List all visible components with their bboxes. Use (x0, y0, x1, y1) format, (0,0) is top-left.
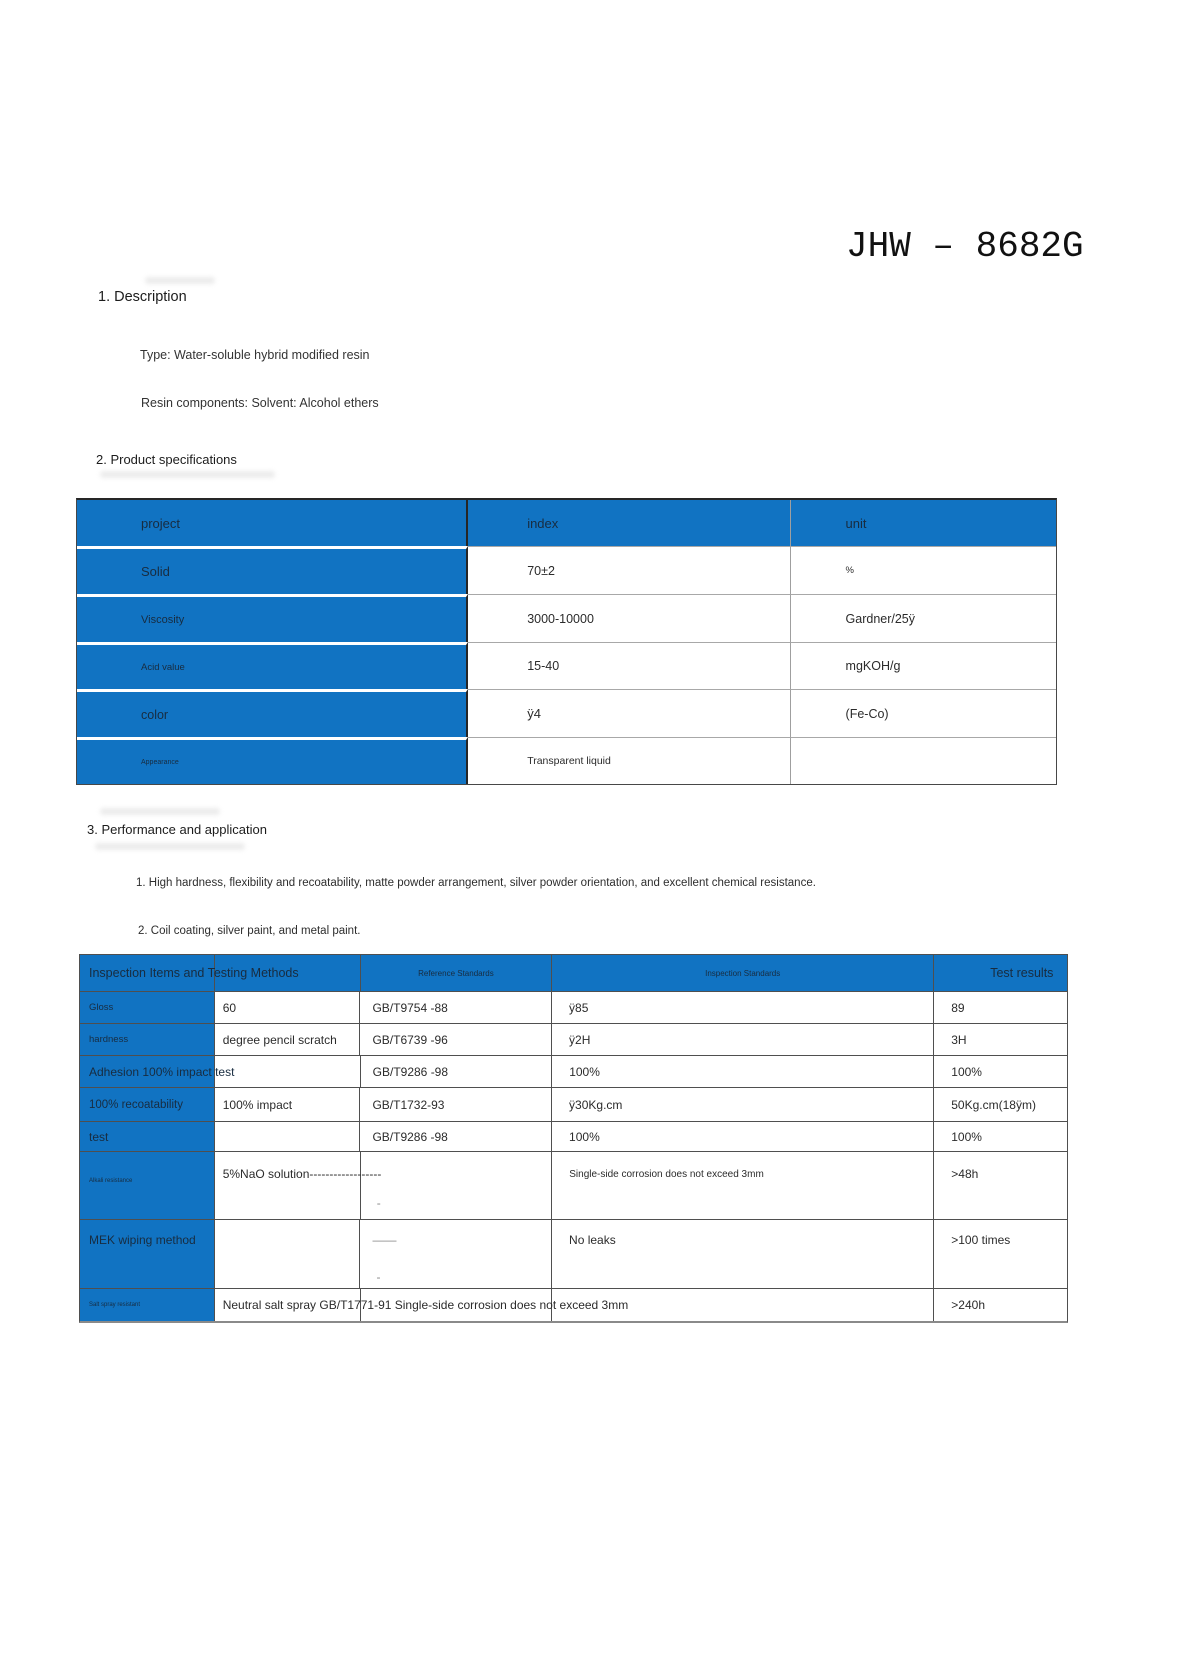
spec-row-solid (77, 546, 1056, 594)
spec-header-index: index (468, 500, 790, 546)
item-cell: Adhesion 100% impact test (80, 1056, 215, 1087)
standard-cell: ÿ30Kg.cm (552, 1088, 934, 1121)
spec-header-unit: unit (791, 500, 1056, 546)
spec-item-cell: Appearance (77, 737, 468, 784)
ghost-smudge (100, 471, 275, 478)
spec-index-cell: Transparent liquid (468, 737, 790, 784)
ghost-smudge (95, 843, 245, 850)
reference-cell: GB/T6739 -96 (360, 1024, 552, 1055)
item-cell: test (80, 1122, 215, 1151)
reference-cell: GB/T1732-93 (360, 1088, 552, 1121)
section-2-heading: 2. Product specifications (96, 452, 237, 467)
spec-item-cell: Solid (77, 546, 468, 594)
spec-index-cell: 3000-10000 (468, 594, 790, 642)
item-cell: MEK wiping method (80, 1220, 215, 1288)
test-row-mek-wiping (80, 1219, 1067, 1288)
ghost-smudge (100, 808, 220, 815)
result-cell: >240h (951, 1298, 985, 1312)
result-cell: 50Kg.cm(18ÿm) (951, 1097, 1036, 1112)
reference-cell: —— - (360, 1220, 552, 1288)
test-row-hardness (80, 1023, 1067, 1055)
standard-cell: No leaks (552, 1220, 934, 1288)
item-cell: Alkali resistance (80, 1152, 215, 1219)
spec-unit-cell: (Fe-Co) (791, 689, 1056, 737)
resin-components-line: Resin components: Solvent: Alcohol ethers (141, 396, 379, 410)
spec-unit-cell: Gardner/25ÿ (791, 594, 1056, 642)
type-line: Type: Water-soluble hybrid modified resin (140, 348, 370, 362)
spec-header-project: project (77, 500, 468, 546)
result-cell: 100% (951, 1129, 982, 1144)
spec-row-appearance (77, 737, 1056, 784)
method-cell (215, 1220, 361, 1288)
spec-item-cell: Viscosity (77, 594, 468, 642)
performance-item-2: 2. Coil coating, silver paint, and metal paint. (138, 925, 361, 937)
spec-row-color (77, 689, 1056, 737)
method-cell: 5%NaO solution------------------ (215, 1152, 361, 1219)
reference-cell: GB/T9286 -98 (361, 1056, 553, 1087)
test-header-results: Test results (934, 955, 1067, 991)
test-row-adhesion (80, 1055, 1067, 1087)
spec-unit-cell: % (791, 546, 1056, 594)
test-header-items: Inspection Items and Testing Methods (80, 955, 215, 991)
result-cell: >100 times (951, 1233, 1011, 1247)
reference-cell: GB/T9286 -98 (360, 1122, 552, 1151)
ghost-smudge (145, 277, 215, 284)
spec-row-viscosity (77, 594, 1056, 642)
method-cell: degree pencil scratch (215, 1024, 361, 1055)
dash-mark: - (376, 1270, 381, 1284)
spec-item-cell: color (77, 689, 468, 737)
standard-cell: Single-side corrosion does not exceed 3mm (552, 1152, 934, 1219)
reference-cell: GB/T9754 -88 (360, 992, 552, 1023)
dash-mark: - (376, 1196, 381, 1210)
test-row-salt-spray (80, 1288, 1067, 1321)
standard-cell: ÿ85 (552, 992, 934, 1023)
reference-cell (361, 1152, 553, 1219)
spec-item-cell: Acid value (77, 642, 468, 689)
method-cell: 100% impact (215, 1088, 361, 1121)
item-cell: hardness (80, 1024, 215, 1055)
spec-header-row (77, 500, 1056, 546)
result-cell: 89 (951, 1000, 965, 1015)
test-row-recoatability (80, 1087, 1067, 1121)
test-row-alkali-resistance (80, 1151, 1067, 1219)
result-cell: 100% (951, 1064, 982, 1079)
spec-table (76, 498, 1057, 785)
test-header-inspection: Inspection Standards (552, 955, 934, 991)
performance-item-1: 1. High hardness, flexibility and recoatability, matte powder arrangement, silver powder orientation, and excellent chemical resistance. (136, 877, 816, 889)
test-header-row (80, 955, 1067, 991)
test-header-reference: Reference Standards (361, 955, 553, 991)
test-row-gloss (80, 991, 1067, 1023)
product-code-title: JHW – 8682G (846, 226, 1084, 267)
test-row-test (80, 1121, 1067, 1151)
spec-index-cell: ÿ4 (468, 689, 790, 737)
item-cell: 100% recoatability (80, 1088, 215, 1121)
spec-row-acid-value (77, 642, 1056, 689)
test-table (79, 954, 1068, 1323)
spec-unit-cell (791, 737, 1056, 784)
result-cell: 3H (951, 1032, 967, 1047)
standard-cell: ÿ2H (552, 1024, 934, 1055)
spec-unit-cell: mgKOH/g (791, 642, 1056, 689)
standard-cell: 100% (552, 1056, 934, 1087)
spec-index-cell: 15-40 (468, 642, 790, 689)
item-cell: Salt spray resistant (80, 1289, 215, 1321)
section-3-heading: 3. Performance and application (87, 822, 267, 837)
item-cell: Gloss (80, 992, 215, 1023)
standard-cell: 100% (552, 1122, 934, 1151)
result-cell: >48h (951, 1167, 979, 1181)
method-cell: 60 (215, 992, 361, 1023)
method-cell: Neutral salt spray GB/T1771-91 Single-side corrosion does not exceed 3mm (215, 1289, 361, 1321)
spec-index-cell: 70±2 (468, 546, 790, 594)
method-cell (215, 1122, 361, 1151)
method-cell (215, 1056, 361, 1087)
section-1-heading: 1. Description (98, 289, 187, 305)
